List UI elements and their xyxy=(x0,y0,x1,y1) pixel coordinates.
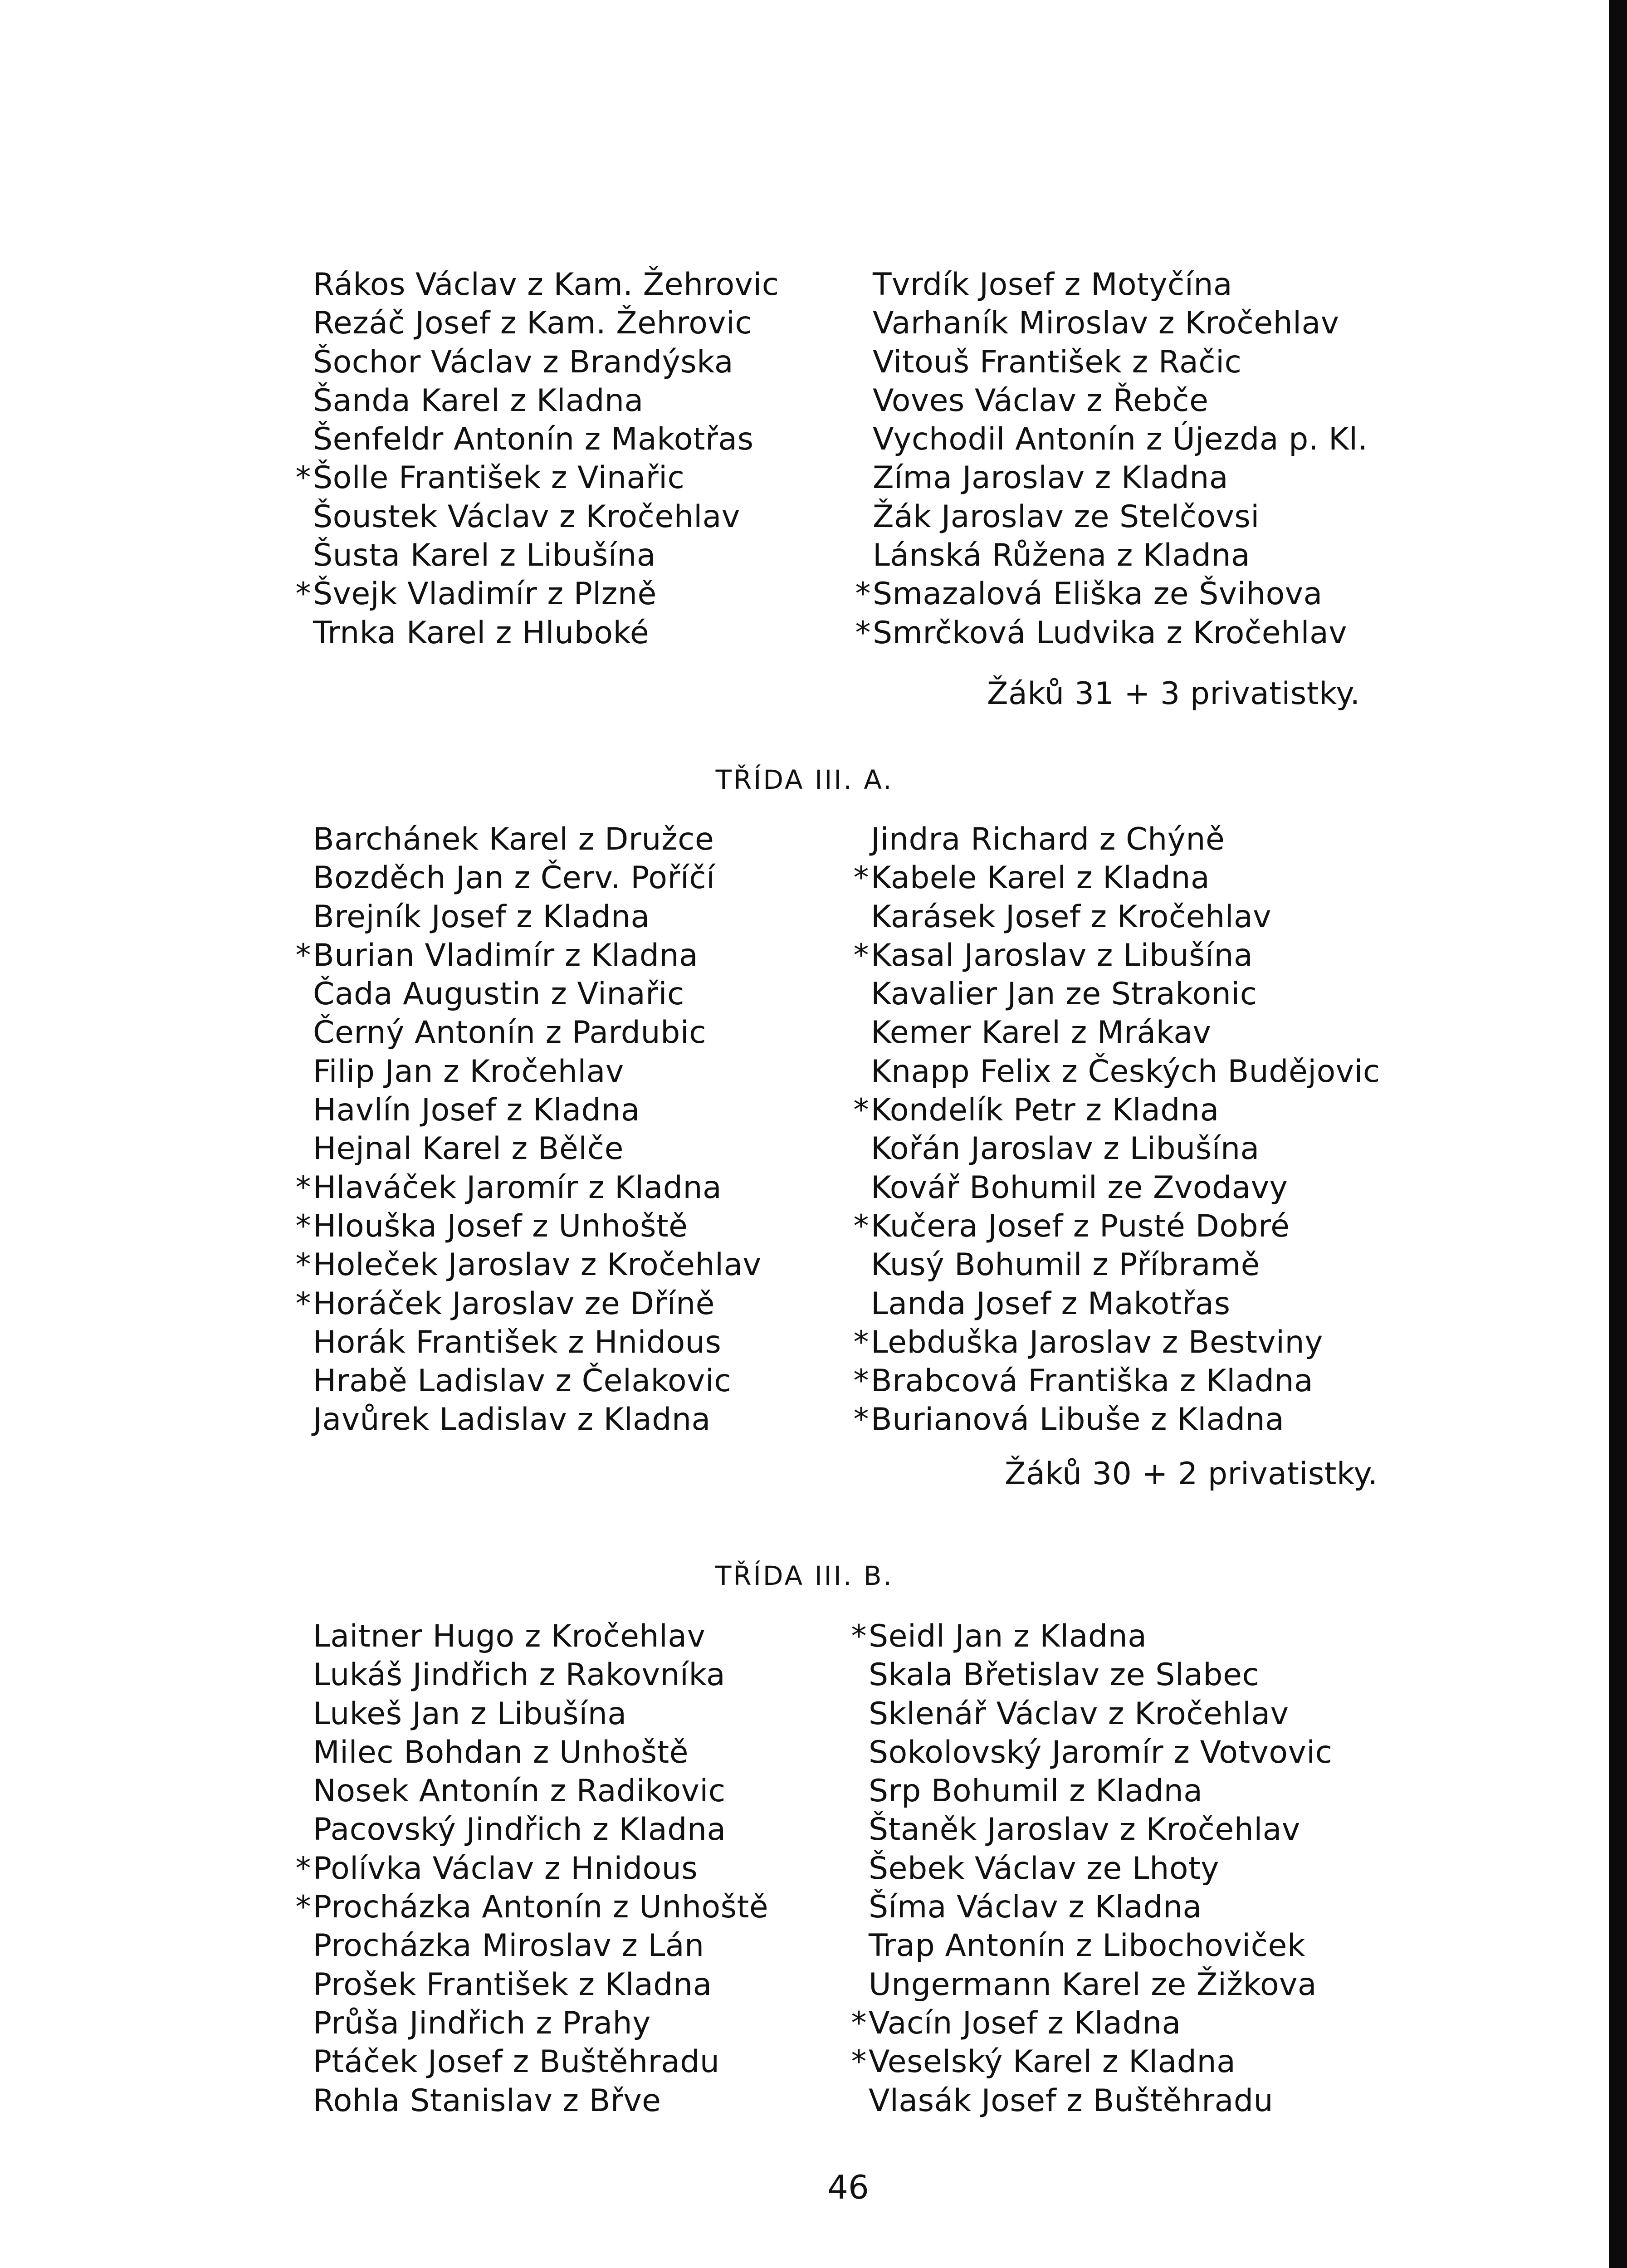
student-entry xyxy=(853,1323,1380,1362)
student-name: Kavalier Jan ze Strakonic xyxy=(871,976,1257,1012)
student-entry xyxy=(853,1400,1380,1439)
student-entry xyxy=(871,1013,1380,1052)
student-name: Žák Jaroslav ze Stelčovsi xyxy=(873,499,1260,535)
student-name: Tvrdík Josef z Motyčína xyxy=(873,267,1233,303)
student-entry xyxy=(869,1965,1332,2004)
student-entry xyxy=(313,1129,761,1168)
student-entry xyxy=(313,304,779,342)
section-1-total: Žáků 30 + 2 privatistky. xyxy=(1005,1456,1378,1492)
student-entry xyxy=(313,1323,761,1362)
student-entry xyxy=(313,1362,761,1400)
asterisk-marker: * xyxy=(295,460,311,496)
section-2-left-column xyxy=(295,1617,769,2120)
student-name: Čada Augustin z Vinařic xyxy=(313,976,684,1012)
student-name: Štaněk Jaroslav z Kročehlav xyxy=(869,1812,1300,1848)
student-name: Rákos Václav z Kam. Žehrovic xyxy=(313,267,779,303)
asterisk-marker: * xyxy=(295,1850,311,1887)
student-entry xyxy=(313,1965,768,2004)
student-entry xyxy=(869,1695,1332,1733)
student-entry xyxy=(871,975,1380,1013)
student-name: Jindra Richard z Chýně xyxy=(871,821,1225,857)
student-name: Sokolovský Jaromír z Votvovic xyxy=(869,1734,1333,1770)
student-name: Kasal Jaroslav z Libušína xyxy=(871,937,1253,973)
student-name: Brabcová Františka z Kladna xyxy=(871,1363,1314,1399)
section-1-right-column xyxy=(853,820,1380,1439)
student-entry xyxy=(313,420,779,459)
student-entry xyxy=(871,820,1380,859)
student-entry xyxy=(853,1362,1380,1400)
asterisk-marker: * xyxy=(851,1618,867,1654)
student-entry xyxy=(295,575,779,613)
student-entry xyxy=(869,1926,1332,1965)
student-name: Rezáč Josef z Kam. Žehrovic xyxy=(313,305,752,342)
student-name: Smrčková Ludvika z Kročehlav xyxy=(873,615,1347,651)
student-name: Horák František z Hnidous xyxy=(313,1324,722,1360)
student-entry xyxy=(295,936,761,975)
student-name: Horáček Jaroslav ze Dříně xyxy=(313,1286,715,1322)
student-entry xyxy=(313,1091,761,1129)
student-entry xyxy=(855,614,1368,652)
student-entry xyxy=(873,265,1368,304)
student-name: Kusý Bohumil z Příbramě xyxy=(871,1247,1261,1283)
student-entry xyxy=(871,1168,1380,1207)
section-1-heading: TŘÍDA III. A. xyxy=(715,764,894,795)
student-entry xyxy=(851,1617,1332,1656)
asterisk-marker: * xyxy=(851,2005,867,2041)
student-entry xyxy=(871,1246,1380,1284)
student-name: Javůrek Ladislav z Kladna xyxy=(313,1402,711,1438)
student-name: Polívka Václav z Hnidous xyxy=(313,1850,698,1887)
student-name: Kondelík Petr z Kladna xyxy=(871,1092,1219,1129)
student-entry xyxy=(313,1656,768,1694)
student-name: Šoustek Václav z Kročehlav xyxy=(313,499,740,535)
student-name: Sklenář Václav z Kročehlav xyxy=(869,1696,1289,1732)
student-name: Nosek Antonín z Radikovic xyxy=(313,1773,726,1809)
student-name: Zíma Jaroslav z Kladna xyxy=(873,460,1229,496)
student-name: Kabele Karel z Kladna xyxy=(871,860,1210,896)
student-name: Barchánek Karel z Družce xyxy=(313,821,714,857)
student-name: Švejk Vladimír z Plzně xyxy=(313,576,657,612)
student-name: Kemer Karel z Mrákav xyxy=(871,1015,1212,1051)
student-name: Šusta Karel z Libušína xyxy=(313,538,656,574)
student-name: Černý Antonín z Pardubic xyxy=(313,1015,707,1051)
student-entry xyxy=(313,1810,768,1849)
student-entry xyxy=(871,898,1380,936)
student-name: Srp Bohumil z Kladna xyxy=(869,1773,1203,1809)
student-entry xyxy=(851,2004,1332,2043)
student-name: Šíma Václav z Kladna xyxy=(869,1889,1202,1926)
student-entry xyxy=(313,898,761,936)
student-name: Kořán Jaroslav z Libušína xyxy=(871,1131,1260,1167)
student-name: Bozděch Jan z Červ. Poříčí xyxy=(313,860,715,896)
student-entry xyxy=(851,2043,1332,2081)
asterisk-marker: * xyxy=(853,937,869,973)
student-name: Šenfeldr Antonín z Makotřas xyxy=(313,421,754,458)
student-entry xyxy=(853,859,1380,897)
student-name: Lukáš Jindřich z Rakovníka xyxy=(313,1657,726,1693)
asterisk-marker: * xyxy=(855,615,871,651)
student-name: Hejnal Karel z Bělče xyxy=(313,1131,624,1167)
student-entry xyxy=(313,614,779,652)
student-entry xyxy=(871,1285,1380,1323)
student-name: Milec Bohdan z Unhoště xyxy=(313,1734,689,1770)
asterisk-marker: * xyxy=(853,860,869,896)
student-entry xyxy=(869,1888,1332,1926)
student-name: Knapp Felix z Českých Budějovic xyxy=(871,1053,1380,1090)
student-entry xyxy=(313,820,761,859)
asterisk-marker: * xyxy=(295,1208,311,1244)
student-entry xyxy=(313,1617,768,1656)
asterisk-marker: * xyxy=(853,1363,869,1399)
student-name: Vacín Josef z Kladna xyxy=(869,2005,1181,2041)
student-entry xyxy=(313,1013,761,1052)
student-entry xyxy=(313,498,779,536)
student-name: Trap Antonín z Libochoviček xyxy=(869,1928,1305,1964)
student-name: Brejník Josef z Kladna xyxy=(313,899,650,935)
student-entry xyxy=(313,2082,768,2120)
asterisk-marker: * xyxy=(295,576,311,612)
student-name: Smazalová Eliška ze Švihova xyxy=(873,576,1323,612)
student-name: Karásek Josef z Kročehlav xyxy=(871,899,1272,935)
student-name: Rohla Stanislav z Břve xyxy=(313,2082,661,2119)
student-entry xyxy=(869,1849,1332,1888)
section-2-right-column xyxy=(851,1617,1333,2120)
section-0-right-column xyxy=(855,265,1368,652)
asterisk-marker: * xyxy=(853,1402,869,1438)
student-name: Lebduška Jaroslav z Bestviny xyxy=(871,1324,1323,1360)
section-0-left-column xyxy=(295,265,779,652)
student-entry xyxy=(295,1849,768,1888)
student-entry xyxy=(295,1168,761,1207)
asterisk-marker: * xyxy=(295,1169,311,1206)
student-entry xyxy=(295,459,779,497)
student-entry xyxy=(313,2043,768,2081)
asterisk-marker: * xyxy=(295,1286,311,1322)
student-entry xyxy=(313,265,779,304)
student-name: Vitouš František z Račic xyxy=(873,344,1242,380)
student-entry xyxy=(313,381,779,420)
student-name: Šochor Václav z Brandýska xyxy=(313,344,734,380)
student-name: Kovář Bohumil ze Zvodavy xyxy=(871,1169,1288,1206)
student-name: Hrabě Ladislav z Čelakovic xyxy=(313,1363,732,1399)
student-name: Havlín Josef z Kladna xyxy=(313,1092,640,1129)
student-entry xyxy=(295,1207,761,1246)
student-entry xyxy=(869,1656,1332,1694)
section-2-heading: TŘÍDA III. B. xyxy=(715,1560,894,1591)
student-name: Voves Václav z Řebče xyxy=(873,382,1209,419)
student-name: Ungermann Karel ze Žižkova xyxy=(869,1966,1317,2003)
student-entry xyxy=(869,2082,1332,2120)
student-entry xyxy=(295,1285,761,1323)
student-entry xyxy=(853,1091,1380,1129)
student-entry xyxy=(871,1052,1380,1091)
student-entry xyxy=(313,1926,768,1965)
student-entry xyxy=(853,1207,1380,1246)
asterisk-marker: * xyxy=(853,1208,869,1244)
student-name: Pacovský Jindřich z Kladna xyxy=(313,1812,726,1848)
student-name: Vychodil Antonín z Újezda p. Kl. xyxy=(873,421,1368,458)
student-name: Lánská Růžena z Kladna xyxy=(873,538,1251,574)
student-entry xyxy=(313,1772,768,1810)
asterisk-marker: * xyxy=(295,1247,311,1283)
student-name: Landa Josef z Makotřas xyxy=(871,1286,1231,1322)
student-entry xyxy=(873,420,1368,459)
student-entry xyxy=(313,536,779,575)
student-name: Burian Vladimír z Kladna xyxy=(313,937,699,973)
section-0-total: Žáků 31 + 3 privatistky. xyxy=(987,676,1360,712)
student-entry xyxy=(313,975,761,1013)
student-name: Veselský Karel z Kladna xyxy=(869,2044,1236,2080)
student-entry xyxy=(853,936,1380,975)
student-name: Vlasák Josef z Buštěhradu xyxy=(869,2082,1274,2119)
student-name: Varhaník Miroslav z Kročehlav xyxy=(873,305,1339,342)
asterisk-marker: * xyxy=(855,576,871,612)
student-name: Skala Břetislav ze Slabec xyxy=(869,1657,1260,1693)
student-entry xyxy=(855,575,1368,613)
student-name: Burianová Libuše z Kladna xyxy=(871,1402,1285,1438)
student-entry xyxy=(313,1400,761,1439)
student-name: Prošek František z Kladna xyxy=(313,1966,712,2003)
student-entry xyxy=(873,459,1368,497)
student-name: Šebek Václav ze Lhoty xyxy=(869,1850,1219,1887)
student-entry xyxy=(869,1733,1332,1772)
student-entry xyxy=(873,343,1368,381)
student-entry xyxy=(313,2004,768,2043)
student-entry xyxy=(295,1888,769,1926)
asterisk-marker: * xyxy=(295,1889,311,1926)
student-entry xyxy=(313,1052,761,1091)
asterisk-marker: * xyxy=(853,1092,869,1129)
student-name: Holeček Jaroslav z Kročehlav xyxy=(313,1247,762,1283)
student-name: Procházka Miroslav z Lán xyxy=(313,1928,704,1964)
page-number: 46 xyxy=(827,2168,869,2206)
student-entry xyxy=(873,304,1368,342)
student-entry xyxy=(873,536,1368,575)
student-name: Průša Jindřich z Prahy xyxy=(313,2005,651,2041)
student-name: Filip Jan z Kročehlav xyxy=(313,1053,624,1090)
student-entry xyxy=(295,1246,762,1284)
section-1-left-column xyxy=(295,820,762,1439)
student-name: Šolle František z Vinařic xyxy=(313,460,685,496)
student-name: Hlaváček Jaromír z Kladna xyxy=(313,1169,722,1206)
asterisk-marker: * xyxy=(851,2044,867,2080)
student-name: Ptáček Josef z Buštěhradu xyxy=(313,2044,720,2080)
student-name: Trnka Karel z Hluboké xyxy=(313,615,650,651)
student-entry xyxy=(871,1129,1380,1168)
student-name: Lukeš Jan z Libušína xyxy=(313,1696,627,1732)
student-name: Seidl Jan z Kladna xyxy=(869,1618,1147,1654)
student-entry xyxy=(313,343,779,381)
student-entry xyxy=(869,1810,1332,1849)
student-name: Hlouška Josef z Unhoště xyxy=(313,1208,688,1244)
asterisk-marker: * xyxy=(295,937,311,973)
student-name: Šanda Karel z Kladna xyxy=(313,382,644,419)
student-name: Kučera Josef z Pusté Dobré xyxy=(871,1208,1290,1244)
student-entry xyxy=(313,1733,768,1772)
student-entry xyxy=(313,859,761,897)
student-name: Laitner Hugo z Kročehlav xyxy=(313,1618,706,1654)
student-entry xyxy=(873,498,1368,536)
student-entry xyxy=(313,1695,768,1733)
student-entry xyxy=(869,1772,1332,1810)
student-entry xyxy=(873,381,1368,420)
scan-edge xyxy=(1609,0,1627,2268)
student-name: Procházka Antonín z Unhoště xyxy=(313,1889,769,1926)
asterisk-marker: * xyxy=(853,1324,869,1360)
